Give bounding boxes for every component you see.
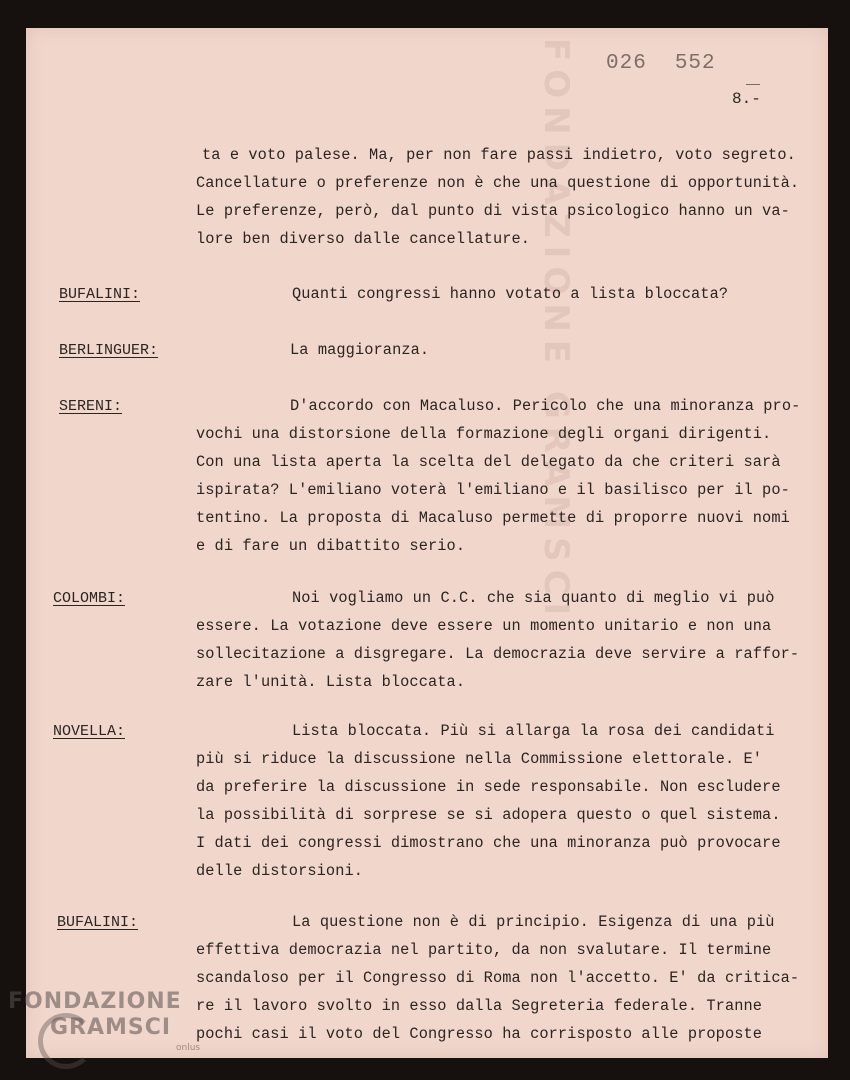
logo-text-line1: FONDAZIONE [8, 989, 182, 1014]
speech-line: più si riduce la discussione nella Commissione elettorale. E' [196, 750, 763, 768]
speech-line: scandaloso per il Congresso di Roma non l'accetto. E' da critica- [196, 969, 800, 987]
speech-line: vochi una distorsione della formazione degli organi dirigenti. [196, 425, 772, 443]
speech-line: La questione non è di principio. Esigenza di una più [292, 913, 775, 931]
document-page [26, 28, 828, 1058]
stamp-number-left: 026 [606, 52, 647, 75]
speech-line: Con una lista aperta la scelta del delegato da che criteri sarà [196, 453, 781, 471]
speech-line: delle distorsioni. [196, 862, 364, 880]
fondazione-watermark: FONDAZIONE GRAMSCI [536, 38, 576, 624]
logo-text-line3: onlus [176, 1043, 201, 1053]
speech-line: Lista bloccata. Più si allarga la rosa dei candidati [292, 722, 775, 740]
speaker-label: SERENI: [59, 398, 123, 415]
speech-line: I dati dei congressi dimostrano che una minoranza può provocare [196, 834, 781, 852]
speech-line: D'accordo con Macaluso. Pericolo che una minoranza pro- [290, 397, 801, 415]
stamp-number-right: 552 [674, 52, 716, 75]
intro-line: ta e voto palese. Ma, per non fare passi indietro, voto segreto. [202, 146, 796, 164]
page-number: 8.- [732, 90, 761, 108]
speech-line: tentino. La proposta di Macaluso permette di proporre nuovi nomi [196, 509, 790, 527]
speaker-label: COLOMBI: [53, 590, 126, 607]
speech-line: da preferire la discussione in sede responsabile. Non escludere [196, 778, 781, 796]
speech-line: e di fare un dibattito serio. [196, 537, 466, 555]
speech-line: pochi casi il voto del Congresso ha corrisposto alle proposte [196, 1025, 763, 1043]
speech-line: sollecitazione a disgregare. La democrazia deve servire a raffor- [196, 645, 800, 663]
speaker-label: NOVELLA: [53, 723, 126, 740]
intro-line: lore ben diverso dalle cancellature. [196, 230, 531, 248]
speech-line: La maggioranza. [290, 341, 430, 359]
speech-line: re il lavoro svolto in esso dalla Segreteria federale. Tranne [196, 997, 763, 1015]
archive-stamp-number [606, 52, 744, 75]
speech-line: ispirata? L'emiliano voterà l'emiliano e il basilisco per il po- [196, 481, 790, 499]
intro-line: Cancellature o preferenze non è che una questione di opportunità. [196, 174, 800, 192]
speech-line: zare l'unità. Lista bloccata. [196, 673, 466, 691]
logo-text-line2: GRAMSCI [50, 1015, 172, 1040]
speaker-label: BERLINGUER: [59, 342, 159, 359]
intro-line: Le preferenze, però, dal punto di vista psicologico hanno un va- [196, 202, 790, 220]
speech-line: la possibilità di sorprese se si adopera questo o quel sistema. [196, 806, 781, 824]
speech-line: essere. La votazione deve essere un momento unitario e non una [196, 617, 772, 635]
speech-line: effettiva democrazia nel partito, da non svalutare. Il termine [196, 941, 772, 959]
speech-line: Noi vogliamo un C.C. che sia quanto di meglio vi può [292, 589, 775, 607]
speaker-label: BUFALINI: [59, 286, 141, 303]
speaker-label: BUFALINI: [57, 914, 139, 931]
speech-line: Quanti congressi hanno votato a lista bloccata? [292, 285, 729, 303]
